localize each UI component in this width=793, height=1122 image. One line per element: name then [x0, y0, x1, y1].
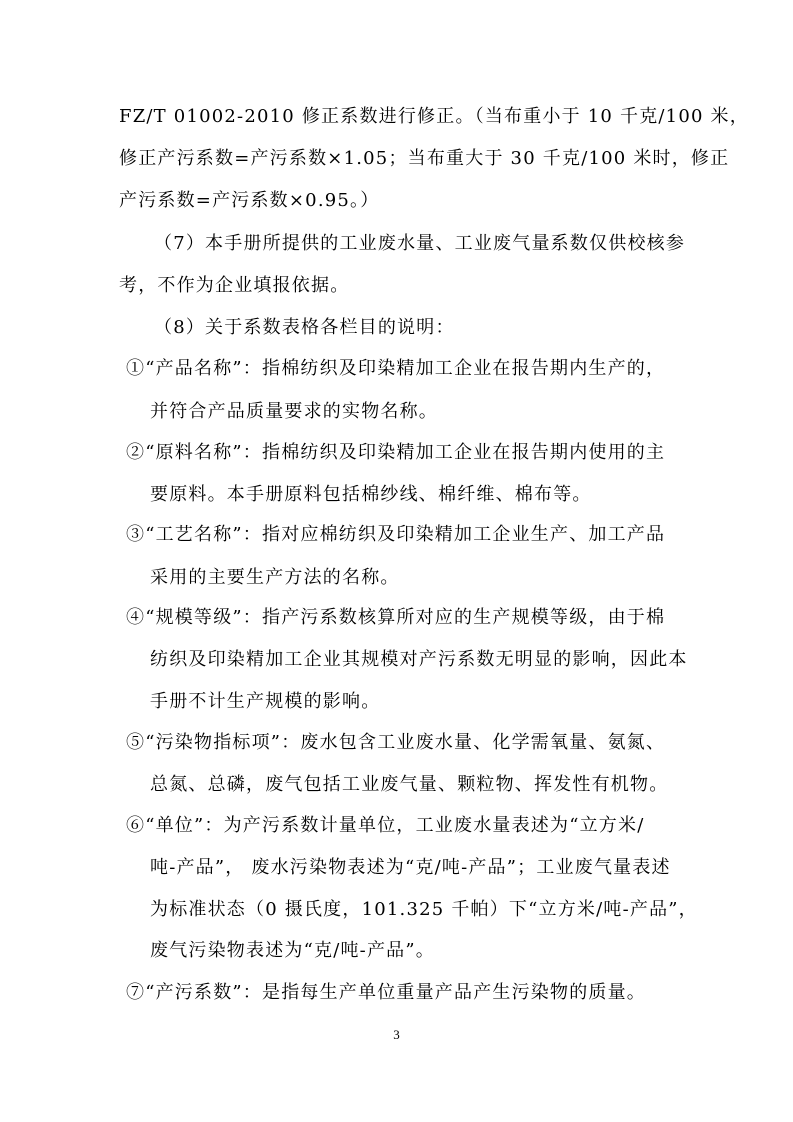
list-item-material-name: ②“原料名称”：指棉纺织及印染精加工企业在报告期内使用的主: [126, 442, 666, 463]
list-item-continuation: 为标准状态（0 摄氏度，101.325 千帕）下“立方米/吨-产品”，: [150, 899, 698, 920]
list-item-unit: ⑥“单位”：为产污系数计量单位，工业废水量表述为“立方米/: [126, 815, 645, 836]
list-item-emission-coefficient: ⑦“产污系数”：是指每生产单位重量产品产生污染物的质量。: [126, 982, 647, 1003]
list-item-continuation: 总氮、总磷，废气包括工业废气量、颗粒物、挥发性有机物。: [150, 774, 669, 795]
list-item-continuation: 手册不计生产规模的影响。: [150, 691, 381, 712]
page-number: 3: [393, 1027, 400, 1042]
paragraph-7-line: 考，不作为企业填报依据。: [119, 275, 350, 296]
list-item-process-name: ③“工艺名称”：指对应棉纺织及印染精加工企业生产、加工产品: [126, 524, 666, 545]
list-item-continuation: 要原料。本手册原料包括棉纱线、棉纤维、棉布等。: [150, 484, 592, 505]
paragraph-8-heading: （8）关于系数表格各栏目的说明：: [154, 317, 455, 338]
text-line: 产污系数=产污系数×0.95。）: [119, 190, 380, 211]
list-item-product-name: ①“产品名称”：指棉纺织及印染精加工企业在报告期内生产的，: [126, 358, 666, 379]
list-item-continuation: 废气污染物表述为“克/吨-产品”。: [150, 940, 435, 961]
list-item-scale-level: ④“规模等级”：指产污系数核算所对应的生产规模等级，由于棉: [126, 607, 666, 628]
text-line: 修正产污系数=产污系数×1.05；当布重大于 30 千克/100 米时，修正: [119, 148, 730, 169]
list-item-continuation: 并符合产品质量要求的实物名称。: [150, 401, 438, 422]
text-line: FZ/T 01002-2010 修正系数进行修正。（当布重小于 10 千克/100 米，: [119, 106, 749, 127]
list-item-continuation: 纺织及印染精加工企业其规模对产污系数无明显的影响，因此本: [150, 649, 688, 670]
paragraph-7-line: （7）本手册所提供的工业废水量、工业废气量系数仅供校核参: [154, 233, 686, 254]
list-item-continuation: 采用的主要生产方法的名称。: [150, 567, 400, 588]
list-item-pollutant-indicator: ⑤“污染物指标项”：废水包含工业废水量、化学需氧量、氨氮、: [126, 732, 666, 753]
list-item-continuation: 吨-产品”， 废水污染物表述为“克/吨-产品”；工业废气量表述: [150, 857, 671, 878]
